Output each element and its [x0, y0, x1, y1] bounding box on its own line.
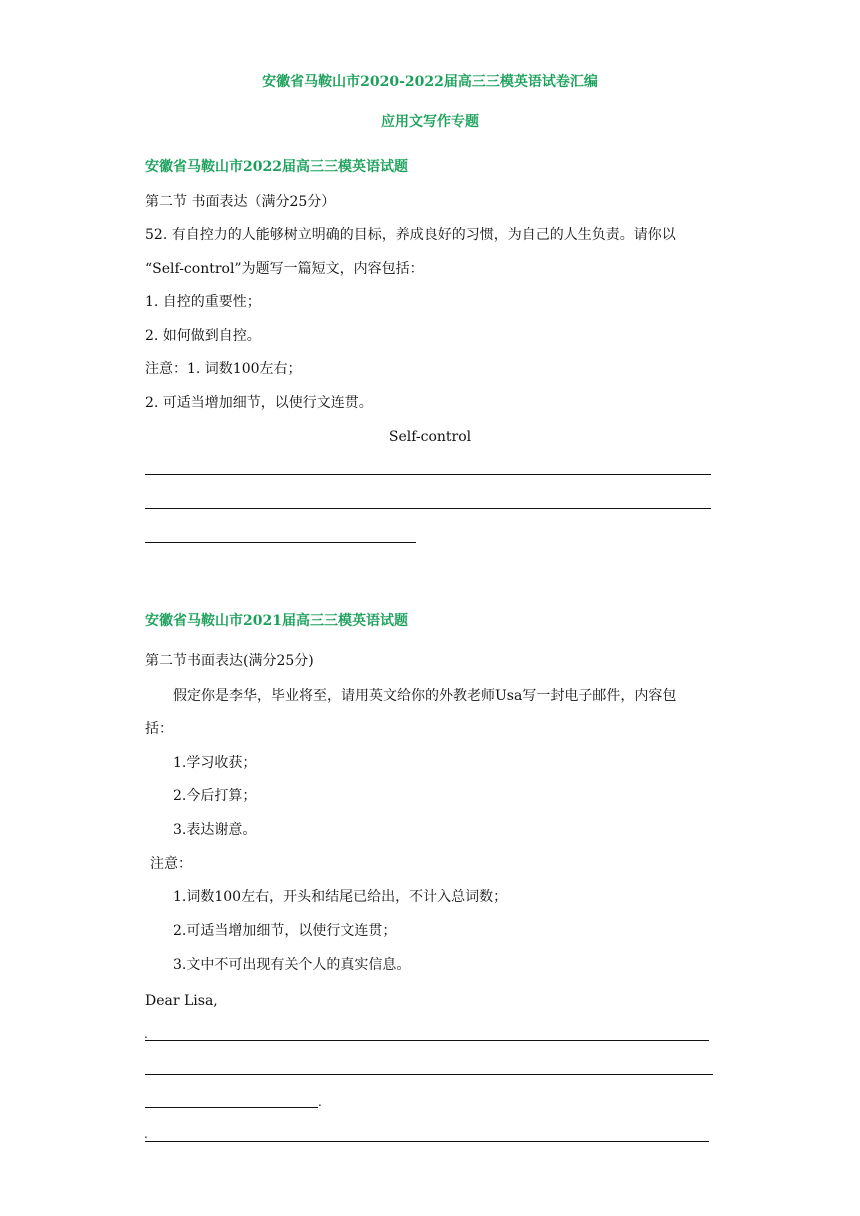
content-item-2: 2. 如何做到自控。: [145, 328, 261, 344]
note-line-1: 1.词数100左右，开头和结尾已给出，不计入总词数；: [173, 889, 508, 905]
line-dot: .: [318, 1095, 322, 1109]
question-52-line2: “Self-control”为题写一篇短文，内容包括：: [145, 261, 424, 277]
answer-line: [145, 1040, 709, 1041]
line-dot: .: [144, 1127, 148, 1141]
content-item-2: 2.今后打算；: [173, 788, 257, 804]
content-item-3: 3.表达谢意。: [173, 822, 257, 838]
section-2022-part: 第二节 书面表达（满分25分）: [145, 194, 336, 210]
note-line-2: 2. 可适当增加细节，以使行文连贯。: [145, 395, 373, 411]
content-item-1: 1.学习收获；: [173, 755, 257, 771]
line-dot: .: [144, 1027, 148, 1041]
prompt-line2: 括：: [145, 721, 173, 737]
answer-line: [145, 1107, 318, 1108]
note-line-1: 注意：1. 词数100左右；: [145, 361, 302, 377]
letter-greeting: Dear Lisa,: [145, 993, 218, 1009]
answer-line: [145, 1074, 713, 1075]
answer-line: [145, 1141, 709, 1142]
note-line-3: 3.文中不可出现有关个人的真实信息。: [173, 957, 411, 973]
note-label: 注意：: [150, 856, 192, 872]
section-2021-heading: 安徽省马鞍山市2021届高三三模英语试题: [145, 613, 408, 629]
section-2021-part: 第二节书面表达(满分25分): [145, 653, 314, 669]
answer-line: [145, 508, 711, 509]
answer-line: [145, 474, 711, 475]
document-title: 安徽省马鞍山市2020-2022届高三三模英语试卷汇编: [262, 74, 598, 90]
question-52-line1: 52. 有自控力的人能够树立明确的目标，养成良好的习惯，为自己的人生负责。请你以: [145, 227, 676, 243]
note-line-2: 2.可适当增加细节，以使行文连贯；: [173, 923, 397, 939]
prompt-line1: 假定你是李华，毕业将至，请用英文给你的外教老师Usa写一封电子邮件，内容包: [173, 688, 677, 704]
section-2022-heading: 安徽省马鞍山市2022届高三三模英语试题: [145, 159, 408, 175]
essay-title: Self-control: [388, 429, 472, 445]
content-item-1: 1. 自控的重要性；: [145, 294, 261, 310]
answer-line: [145, 542, 416, 543]
document-subtitle: 应用文写作专题: [381, 114, 479, 130]
